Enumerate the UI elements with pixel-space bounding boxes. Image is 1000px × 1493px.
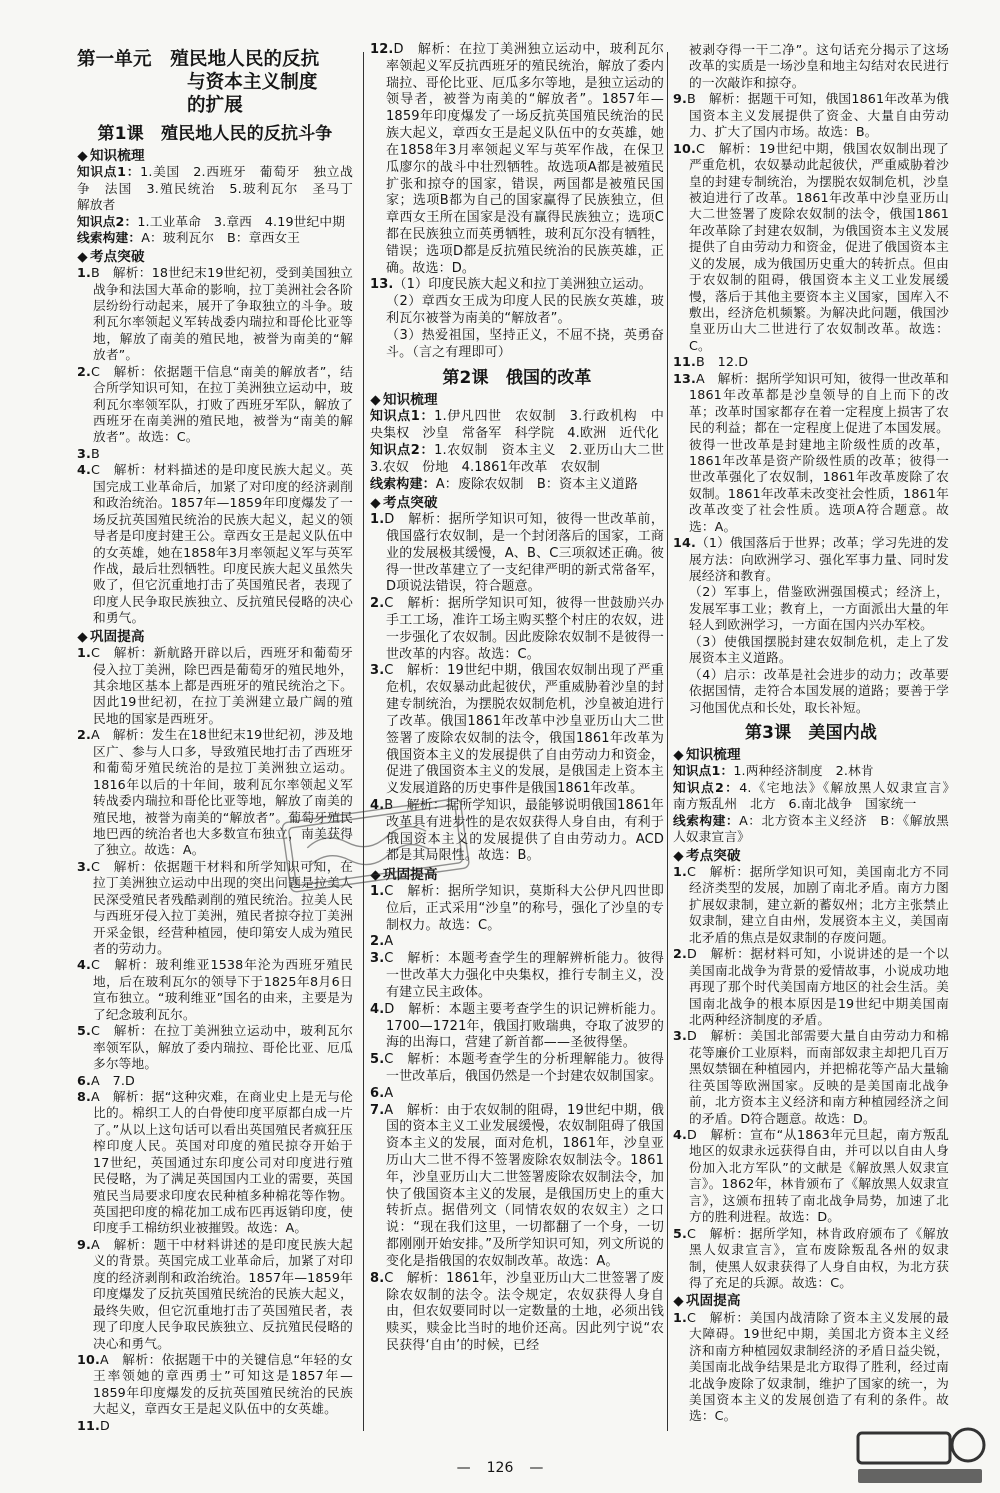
diamond-icon: ◆	[673, 847, 684, 864]
answer-item	[77, 1418, 353, 1434]
section-heading-text: 巩固提高	[90, 628, 145, 645]
answer-item	[673, 1310, 949, 1425]
section-heading-text: 巩固提高	[383, 867, 438, 884]
answer-text: （1）印度民族大起义和拉丁美洲独立运动。	[393, 277, 652, 293]
answer-text: （1）俄国落后于世界；改革；学习先进的发展方法：向欧洲学习、强化军事力量、同时发展经济和教育。	[689, 535, 949, 583]
unit-title-line: 与资本主义制度	[187, 72, 318, 93]
knowledge-point-label: 知识点1：	[77, 164, 141, 180]
answer-text: C 解析：依据题干信息“南美的解放者”，结合所学知识可知，在拉丁美洲独立运动中，玻利瓦尔率领军队，打败了西班牙军队，解放了西班牙在南美洲的殖民地，被誉为“南美的解放者”。故选：C。	[90, 363, 353, 445]
answer-item	[77, 645, 353, 727]
answer-text: A 解析：由于农奴制的阻碍，19世纪中期，俄国的资本主义工业发展缓慢，农奴制阻碍了俄国资本主义的发展，面对危机，1861年，沙皇亚历山大二世不得不签署废除农奴制法令。1861年，沙皇亚历山大二世签署废除农奴制法令，加快了俄国资本主义的发展，是俄国历史上的重大转折点。据借列文（同情农奴的农奴主）之口说：“现在我们这里，一切都翻了一个身，一切都刚刚开始安排。”及所学知识可知，列文所说的变化是指俄国的农奴制改革。故选：A。	[384, 1102, 664, 1269]
answer-item	[673, 864, 949, 946]
answer-text: D 解析：在拉丁美洲独立运动中，玻利瓦尔率领起义军反抗西班牙的殖民统治，解放了委内瑞拉、哥伦比亚、厄瓜多尔等地，是独立运动的领导者，被誉为南美的“解放者”。1857年—1859年印度爆发了一场反抗英国殖民统治的民族大起义，章西女王是起义队伍中的女英雄，她在1858年3月率领起义军与英军作战，在保卫瓜廖尔的战斗中壮烈牺牲。故选项A都是被殖民扩张和掠夺的国家，错误，两国都是被殖民国家；选项B都为自己的国家赢得了民族独立，但章西女王所在国家是没有赢得民族独立；选项C都在民族独立而英勇牺牲，玻利瓦尔没有牺牲，错误；选项D都是反抗殖民统治的民族英雄，正确。故选：D。	[386, 42, 664, 276]
section-heading-text: 考点突破	[90, 248, 145, 265]
diamond-icon: ◆	[370, 392, 381, 409]
diamond-icon: ◆	[370, 867, 381, 884]
answer-text: A 7.D	[90, 1072, 135, 1088]
knowledge-point	[673, 813, 949, 846]
unit-title-line: 的扩展	[187, 95, 243, 116]
answer-text: C 解析：19世纪中期，俄国农奴制出现了严重危机，农奴暴动此起彼伏，严重威胁着沙皇的封建专制统治，为摆脱农奴制危机，沙皇被迫进行了改革。1861年改革中沙皇亚历山大二世签署了废除农奴制的法令，俄国1861年改革除了封建农奴制，为俄国资本主义发展提供了自由劳动力和资金，促进了俄国资本主义的发展，成为俄国历史重大的转折点。但由于农奴制的阻碍，俄国资本主义工业发展缓慢，落后于其他主要资本主义国家，国库入不敷出，经济危机频繁。为解决此问题，俄国沙皇亚历山大二世进行了农奴制改革。故选：C。	[689, 140, 949, 353]
answer-text: B 解析：18世纪末19世纪初，受到美国独立战争和法国大革命的影响，拉丁美洲社会各阶层纷纷行动起来，展开了争取独立的斗争。玻利瓦尔率领起义军转战委内瑞拉和哥伦比亚等地，解放了南美的殖民地，被誉为南美的“解放者”。	[90, 265, 353, 363]
unit-title	[77, 48, 353, 117]
answer-item	[77, 859, 353, 958]
answer-column-left	[77, 42, 366, 1434]
section-heading-text: 知识梳理	[90, 148, 145, 164]
diamond-icon: ◆	[77, 248, 88, 265]
answer-paragraph: （2）章西女王成为印度人民的民族女英雄，玻利瓦尔被誉为南美的“解放者”。	[386, 294, 664, 326]
answer-number: 5.	[77, 1023, 91, 1039]
answer-item	[370, 277, 664, 294]
answer-text: A	[384, 1085, 394, 1101]
answer-text: D 解析：据所学知识可知，彼得一世改革前，俄国盛行农奴制，是一个封闭落后的国家，工商业的发展极其缓慢，A、B、C三项叙述正确。彼得一世改革建立了一支纪律严明的新式常备军，D项说法错误，符合题意。	[384, 512, 664, 595]
answer-item	[77, 1073, 353, 1089]
answer-item	[77, 1023, 353, 1072]
answer-text: A 解析：依据题干中的关键信息“年轻的女王率领她的章西勇士”可知这是1857年—1859年印度爆发的反抗英国殖民统治的民族大起义，章西女王是起义队伍中的女英雄。	[93, 1351, 353, 1417]
section-heading-text: 考点突破	[686, 847, 741, 864]
answer-text: B 解析：据所学知识，最能够说明俄国1861年改革具有进步性的是农奴获得人身自由，有利于俄国资本主义的发展提供了自由劳动力。ACD都是其局限性。故选：B。	[384, 797, 664, 864]
answer-text: C 解析：据所学知识，莫斯科大公伊凡四世即位后，正式采用“沙皇”的称号，强化了沙皇的专制权力。故选：C。	[384, 884, 664, 933]
answer-number: 9.	[673, 91, 687, 107]
answer-text: C 解析：材料描述的是印度民族大起义。英国完成工业革命后，加紧了对印度的经济剥削和政治统治。1857年—1859年印度爆发了一场反抗英国殖民统治的民族大起义，起义的领导者是印度封建王公。章西女王是起义队伍中的女英雄，她在1858年3月率领起义军与英军作战，最后壮烈牺牲。印度民族大起义虽然失败了，但它沉重地打击了英国殖民者，表现了印度人民争取民族独立、反抗殖民侵略的决心和勇气。	[90, 462, 353, 626]
answer-text: D 解析：宣布“从1863年元旦起，南方叛乱地区的奴隶永远获得自由，并可以以自由人身份加入北方军队”的文献是《解放黑人奴隶宣言》。1862年，林肯颁布了《解放黑人奴隶宣言》，这颁布扭转了南北战争局势，加速了北方的胜利进程。故选：D。	[686, 1127, 949, 1225]
section-heading-text: 巩固提高	[686, 1293, 741, 1310]
knowledge-point	[77, 164, 366, 213]
answer-number: 13.	[370, 277, 394, 293]
answer-number: 4.	[673, 1127, 687, 1142]
knowledge-point	[370, 477, 664, 494]
diamond-icon: ◆	[77, 628, 88, 645]
section-heading	[370, 392, 664, 409]
knowledge-point	[673, 779, 962, 813]
page-number-value: 126	[486, 1460, 514, 1476]
knowledge-point	[77, 214, 353, 230]
lesson-title: 第3课 美国内战	[744, 722, 878, 743]
answer-item	[370, 884, 664, 934]
answer-number: 5.	[370, 1052, 385, 1068]
answer-number: 1.	[370, 884, 385, 899]
answer-number: 3.	[77, 445, 91, 461]
answer-text: C 解析：在拉丁美洲独立运动中，玻利瓦尔率领军队，解放了委内瑞拉、哥伦比亚、厄瓜多尔等地。	[90, 1023, 353, 1072]
knowledge-point	[673, 763, 949, 779]
section-heading	[673, 848, 949, 864]
answer-number: 4.	[370, 797, 385, 813]
answer-item	[77, 446, 353, 462]
answer-item	[673, 1127, 949, 1226]
answer-text: C 解析：1861年，沙皇亚历山大二世签署了废除农奴制的法令。法令规定，农奴获得人身自由，但农奴要同时以一定数量的土地，必须出钱赎买，赎金比当时的地价还高。因此列宁说“农民获得‘自由’的时候，已经	[384, 1270, 664, 1353]
answer-number: 2.	[370, 596, 385, 612]
answer-item	[77, 265, 353, 364]
answer-text: A 解析：发生在18世纪末19世纪初，涉及地区广、参与人口多，导致殖民地打击了西班牙和葡萄牙殖民统治的是拉丁美洲独立运动。1816年以后的十年间，玻利瓦尔率领起义军转战委内瑞拉和哥伦比亚等地，解放了南美的殖民地，被誉为南美的“解放者”。葡萄牙殖民地巴西的统治者也大多数宣布独立，南美获得了独立。故选：A。	[90, 727, 353, 858]
answer-text: C 解析：美国内战清除了资本主义发展的最大障碍。19世纪中期，美国北方资本主义经济和南方种植园奴隶制经济的矛盾日益尖锐，美国南北战争结果是北方取得了胜利，经过南北战争废除了奴隶制，维护了国家的统一，为美国资本主义的发展创造了有利的条件。故选：C。	[686, 1309, 949, 1424]
answer-number: 8.	[77, 1088, 91, 1104]
knowledge-point-label: 知识点2：	[673, 779, 740, 795]
answer-item	[370, 1002, 664, 1052]
knowledge-point	[370, 442, 678, 477]
answer-number: 5.	[673, 1225, 687, 1241]
answer-paragraph: （3）热爱祖国，坚持正义，不屈不挠，英勇奋斗。（言之有理即可）	[386, 327, 664, 360]
section-heading	[77, 249, 353, 265]
answer-text: C 解析：新航路开辟以后，西班牙和葡萄牙侵入拉丁美洲，除巴西是葡萄牙的殖民地外，其余地区基本上都是西班牙的殖民统治之下。因此19世纪初，在拉丁美洲建立最广阔的殖民地的国家是西班牙。	[90, 645, 353, 726]
knowledge-point-text: A：玻利瓦尔 B：章西女王	[141, 230, 301, 246]
answer-number: 13.	[673, 370, 696, 386]
answer-number: 4.	[370, 1001, 385, 1017]
knowledge-point-label: 知识点2：	[77, 213, 138, 229]
answer-item	[77, 727, 353, 859]
column-divider	[667, 52, 668, 1431]
answer-item	[673, 1028, 949, 1127]
answer-item	[370, 1103, 664, 1271]
section-heading-text: 考点突破	[383, 495, 438, 512]
section-heading	[370, 867, 664, 884]
lesson-title: 第1课 殖民地人民的反抗斗争	[97, 124, 333, 144]
answer-number: 3.	[77, 858, 91, 874]
answer-number: 2.	[370, 934, 385, 950]
answer-number: 11.	[77, 1417, 100, 1433]
answer-item	[370, 1086, 664, 1103]
answer-number: 9.	[77, 1236, 91, 1252]
knowledge-point-label: 线索构建：	[673, 812, 740, 828]
knowledge-point-label: 知识点2：	[370, 442, 435, 458]
answer-column-right	[673, 42, 962, 1425]
knowledge-point-text: 1.美国 2.西班牙 葡萄牙 独立战争 法国 3.殖民统治 5.玻利瓦尔 圣马丁 解放者	[77, 164, 366, 213]
answer-text: C 解析：据所学知识可知，彼得一世鼓励兴办手工工场，准许工场主购买整个村庄的农奴，进一步强化了农奴制。因此废除农奴制不是彼得一世改革的内容。故选：C。	[384, 596, 664, 662]
section-heading	[370, 495, 664, 512]
answer-item	[370, 798, 664, 865]
knowledge-point-text: 1.工业革命 3.章西 4.19世纪中期	[137, 213, 346, 229]
answer-number: 11.	[673, 354, 696, 370]
answer-number: 10.	[673, 140, 696, 156]
answer-item	[370, 663, 664, 798]
knowledge-point-label: 线索构建：	[370, 476, 436, 492]
answer-paragraph: （4）启示：改革是社会进步的动力；改革要依据国情，走符合本国发展的道路；要善于学习他国优点和长处，取长补短。	[689, 666, 949, 715]
answer-text: B	[90, 445, 100, 461]
diamond-icon: ◆	[77, 148, 88, 164]
answer-text: B 解析：据题干可知，俄国1861年改革为俄国资本主义发展提供了资金、大量自由劳动力、扩大了国内市场。故选：B。	[686, 91, 949, 140]
answer-text: A	[384, 934, 394, 950]
knowledge-point-text: A：废除农奴制 B：资本主义道路	[435, 476, 638, 492]
answer-number: 3.	[370, 951, 385, 967]
answer-item	[370, 512, 664, 596]
answer-text: C 解析：19世纪中期，俄国农奴制出现了严重危机，农奴暴动此起彼伏，严重威胁着沙皇的封建专制统治，为摆脱农奴制危机，沙皇被迫进行了改革。俄国1861年改革中沙皇亚历山大二世签署了废除农奴制的法令，俄国1861年改革为俄国资本主义的发展提供了自由劳动力和资金，促进了俄国资本主义的发展，是俄国走上资本主义发展道路的历史事件是俄国1861年改革。	[384, 663, 664, 797]
answer-text: D 解析：美国北部需要大量自由劳动力和棉花等廉价工业原料，而南部奴隶主却把几百万黑奴禁锢在种植园内，并把棉花等产品大量输往英国等欧洲国家。反映的是美国南北战争前，北方资本主义经济和南方种植园经济之间的矛盾。D符合题意。故选：D。	[686, 1028, 949, 1126]
section-heading-text: 知识梳理	[686, 746, 741, 763]
answer-number: 12.	[370, 42, 394, 57]
answer-number: 1.	[370, 512, 385, 528]
answer-paragraph: （3）使俄国摆脱封建农奴制危机，走上了发展资本主义道路。	[689, 633, 949, 666]
answer-text: D	[99, 1417, 110, 1433]
answer-number: 6.	[370, 1085, 385, 1101]
knowledge-point-label: 线索构建：	[77, 230, 142, 246]
answer-item	[673, 946, 949, 1028]
answer-item	[673, 371, 949, 535]
answer-item	[77, 957, 353, 1023]
answer-item	[77, 1237, 353, 1352]
answer-number: 3.	[370, 663, 385, 679]
knowledge-point-label: 知识点1：	[673, 763, 734, 779]
answer-number: 1.	[77, 645, 91, 661]
answer-number: 1.	[673, 864, 687, 879]
answer-number: 4.	[77, 462, 91, 478]
answer-item	[673, 91, 949, 140]
section-heading	[77, 148, 353, 164]
answer-item	[370, 1052, 664, 1086]
answer-number: 14.	[673, 535, 696, 551]
answer-text: A 解析：据所学知识可知，彼得一世改革和1861年改革都是沙皇领导的自上而下的改革；改革时国家都存在着一定程度上损害了农民的利益；都在一定程度上促进了本国发展。彼得一世改革是封建地主阶级性质的改革，1861年改革是资产阶级性质的改革；彼得一世改革强化了农奴制，1861年改革废除了农奴制。1861年改革未改变社会性质，1861年改革改变了社会性质。选项A符合题意。故选：A。	[689, 370, 949, 534]
answer-column-middle	[370, 42, 678, 1355]
section-heading	[673, 1293, 949, 1309]
answer-item	[673, 535, 949, 584]
answer-item	[673, 1226, 949, 1292]
answer-text: D 解析：据材料可知，小说讲述的是一个以美国南北战争为背景的爱情故事，小说成功地再现了那个时代美国南方地区的社会生活。美国南北战争的根本原因是19世纪中期美国南北两种经济制度的矛盾。	[686, 946, 949, 1027]
site-logo	[850, 1425, 990, 1487]
answer-text: C 解析：本题考查学生的理解辨析能力。彼得一世改革大力强化中央集权，推行专制主义，没有建立民主政体。	[384, 951, 664, 1000]
answer-number: 10.	[77, 1351, 100, 1367]
section-heading	[673, 747, 949, 763]
column-divider	[363, 52, 364, 1431]
diamond-icon: ◆	[370, 495, 381, 512]
section-heading	[77, 629, 353, 645]
answer-paragraph: 被剥夺得一干二净”。这句话充分揭示了这场改革的实质是一场沙皇和地主勾结对农民进行的一次敲诈和掠夺。	[689, 42, 949, 90]
answer-item	[370, 42, 664, 277]
section-heading-text: 知识梳理	[383, 392, 438, 409]
answer-item	[370, 951, 664, 1001]
answer-number: 4.	[77, 957, 91, 973]
answer-number: 3.	[673, 1028, 687, 1044]
knowledge-point	[370, 409, 664, 443]
knowledge-point	[77, 230, 353, 246]
answer-number: 2.	[77, 727, 91, 743]
answer-text: C 解析：依据题干材料和所学知识可知，在拉丁美洲独立运动中出现的突出问题是拉美人民深受殖民者残酷剥削的殖民统治。拉美人民与西班牙侵入拉丁美洲，殖民者掠夺拉丁美洲开采金银，经营种植园，使印第安人成为殖民者的劳动力。	[90, 858, 353, 956]
answer-text: B 12.D	[695, 354, 749, 370]
answer-item	[370, 934, 664, 951]
answer-item	[673, 141, 949, 355]
answer-text: C 解析：据所学知，林肯政府颁布了《解放黑人奴隶宣言》，宣布废除叛乱各州的奴隶制，使黑人奴隶获得了人身自由权，为北方获得了充足的兵源。故选：C。	[686, 1225, 949, 1290]
answer-item	[370, 596, 664, 663]
answer-number: 2.	[77, 363, 91, 379]
answer-text: A 解析：据“这种灾难，在商业史上是无与伦比的。棉织工人的白骨使印度平原都白成一片了。”从以上这句话可以看出英国殖民者疯狂压榨印度人民。英国对印度的殖民掠夺开始于17世纪，英国通过东印度公司对印度进行殖民侵略，为了满足英国国内工业的需要，英国殖民当局要求印度农民种植多种棉花等作物。英国把印度的棉花加工成布匹再返销印度，使印度手工棉纺织业被摧毁。故选：A。	[90, 1088, 353, 1236]
answer-number: 8.	[370, 1270, 385, 1286]
unit-title-line: 第一单元 殖民地人民的反抗	[77, 49, 320, 70]
knowledge-point-label: 知识点1：	[370, 409, 435, 425]
answer-paragraph: （2）军事上，借鉴欧洲强国模式；经济上，发展军事工业；教育上，一方面派出大量的年轻人到欧洲学习，一方面在国内兴办军校。	[689, 584, 949, 633]
answer-item	[370, 1271, 664, 1355]
knowledge-point-text: A：北方资本主义经济 B：《解放黑人奴隶宣言》	[673, 812, 949, 845]
answer-item	[77, 1352, 353, 1418]
answer-text: A 解析：题干中材料讲述的是印度民族大起义的背景。英国完成工业革命后，加紧了对印度的经济剥削和政治统治。1857年—1859年印度爆发了反抗英国殖民统治的民族大起义，最终失败，但它沉重地打击了英国殖民者，表现了印度人民争取民族独立、反抗殖民侵略的决心和勇气。	[90, 1236, 353, 1351]
answer-number: 7.	[370, 1102, 385, 1118]
answer-number: 1.	[673, 1309, 687, 1325]
answer-text: C 解析：玻利维亚1538年沦为西班牙殖民地，后在玻利瓦尔的领导下于1825年8月6日宣布独立。“玻利维亚”国名的由来，主要是为了纪念玻利瓦尔。	[90, 957, 353, 1022]
diamond-icon: ◆	[673, 746, 684, 763]
answer-number: 2.	[673, 946, 687, 962]
knowledge-point-text: 1.两种经济制度 2.林肯	[733, 763, 874, 779]
diamond-icon: ◆	[673, 1293, 684, 1310]
page-number: — 126 —	[456, 1460, 544, 1476]
answer-text: C 解析：本题考查学生的分析理解能力。彼得一世改革后，俄国仍然是一个封建农奴制国家。	[384, 1052, 664, 1084]
answer-item	[673, 354, 949, 370]
answer-item	[77, 364, 353, 446]
answer-number: 6.	[77, 1072, 91, 1088]
answer-number: 1.	[77, 265, 91, 281]
answer-text: C 解析：据所学知识可知，美国南北方不同经济类型的发展，加剧了南北矛盾。南方力图扩展奴隶制，建立新的蓄奴州；北方主张禁止奴隶制，建立自由州，发展资本主义，美国南北矛盾的焦点是奴隶制的存废问题。	[686, 864, 949, 945]
lesson-title: 第2课 俄国的改革	[442, 368, 592, 389]
knowledge-point-text: 4.《宅地法》《解放黑人奴隶宣言》 南方叛乱州 北方 6.南北战争 国家统一	[673, 779, 962, 812]
answer-item	[77, 462, 353, 626]
knowledge-point-text: 1.伊凡四世 农奴制 3.行政机构 中央集权 沙皇 常备军 科学院 4.欧洲 近代化	[370, 409, 664, 442]
answer-item	[77, 1089, 353, 1237]
answer-text: D 解析：本题主要考查学生的识记辨析能力。1700—1721年，俄国打败瑞典，夺取了波罗的海的出海口，营建了新首都——圣彼得堡。	[384, 1001, 664, 1051]
knowledge-point-text: 1.农奴制 资本主义 2.亚历山大二世 3.农奴 份地 4.1861年改革 农奴制	[370, 442, 678, 475]
